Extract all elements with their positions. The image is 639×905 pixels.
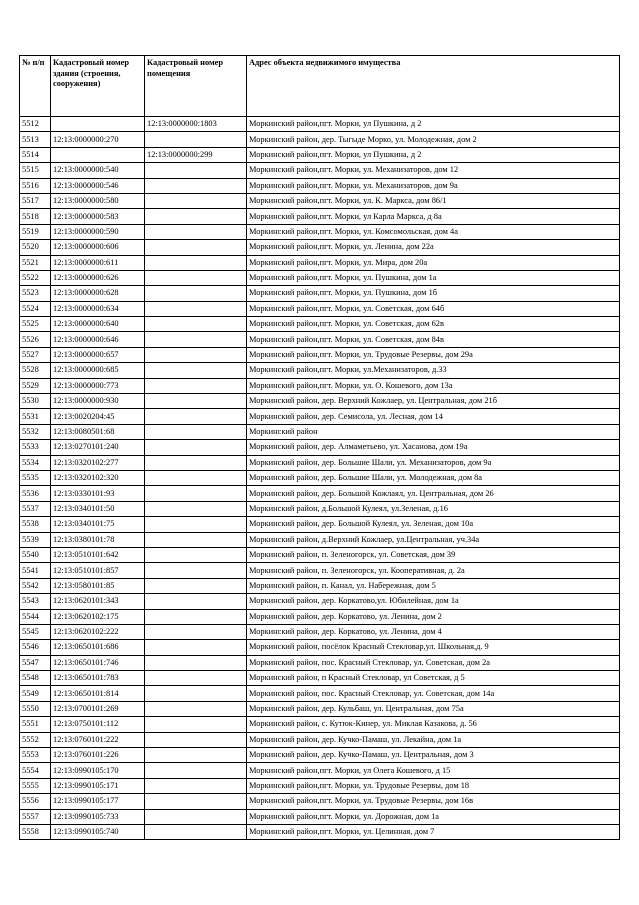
room-cadastral-number — [145, 778, 247, 793]
property-table — [19, 55, 620, 840]
building-cadastral-number — [51, 147, 145, 162]
table-row — [20, 378, 620, 393]
row-number: 5543 — [20, 594, 51, 609]
row-number: 5515 — [20, 163, 51, 178]
address: Моркинский район, дер. Верхний Кожлаер, ул. Центральная, дом 21б — [247, 394, 620, 409]
address: Моркинский район,пгт. Морки, ул. Пушкина, дом 1а — [247, 270, 620, 285]
room-cadastral-number — [145, 624, 247, 639]
room-cadastral-number — [145, 655, 247, 670]
row-number: 5557 — [20, 809, 51, 824]
building-cadastral-number: 12:13:0620102:222 — [51, 624, 145, 639]
room-cadastral-number — [145, 363, 247, 378]
table-row — [20, 240, 620, 255]
address: Моркинский район,пгт. Морки, ул.Механизаторов, д.33 — [247, 363, 620, 378]
room-cadastral-number — [145, 255, 247, 270]
row-number: 5531 — [20, 409, 51, 424]
room-cadastral-number — [145, 440, 247, 455]
header-room-cadastral: Кадастровый номер помещения — [145, 56, 247, 117]
room-cadastral-number — [145, 332, 247, 347]
address: Моркинский район, с. Кутюк-Кинер, ул. Миклая Казакова, д. 56 — [247, 717, 620, 732]
header-row — [20, 56, 620, 117]
building-cadastral-number: 12:13:0650101:783 — [51, 671, 145, 686]
address: Моркинский район, дер. Коркатово, ул. Ленина, дом 2 — [247, 609, 620, 624]
building-cadastral-number: 12:13:0510101:857 — [51, 563, 145, 578]
building-cadastral-number: 12:13:0000000:628 — [51, 286, 145, 301]
table-row — [20, 147, 620, 162]
property-register-sheet — [19, 55, 619, 840]
building-cadastral-number: 12:13:0650101:686 — [51, 640, 145, 655]
room-cadastral-number — [145, 824, 247, 839]
building-cadastral-number — [51, 117, 145, 132]
building-cadastral-number: 12:13:0340101:50 — [51, 501, 145, 516]
row-number: 5540 — [20, 547, 51, 562]
row-number: 5550 — [20, 701, 51, 716]
table-row — [20, 224, 620, 239]
table-row — [20, 563, 620, 578]
room-cadastral-number — [145, 732, 247, 747]
room-cadastral-number — [145, 748, 247, 763]
building-cadastral-number: 12:13:0000000:546 — [51, 178, 145, 193]
address: Моркинский район, п. Зеленогорск, ул. Советская, дом 39 — [247, 547, 620, 562]
building-cadastral-number: 12:13:0990105:177 — [51, 794, 145, 809]
header-address: Адрес объекта недвижимого имущества — [247, 56, 620, 117]
row-number: 5530 — [20, 394, 51, 409]
row-number: 5528 — [20, 363, 51, 378]
table-row — [20, 640, 620, 655]
table-row — [20, 501, 620, 516]
row-number: 5532 — [20, 424, 51, 439]
row-number: 5553 — [20, 748, 51, 763]
building-cadastral-number: 12:13:0650101:814 — [51, 686, 145, 701]
row-number: 5537 — [20, 501, 51, 516]
room-cadastral-number — [145, 517, 247, 532]
table-row — [20, 594, 620, 609]
table-row — [20, 332, 620, 347]
room-cadastral-number — [145, 547, 247, 562]
row-number: 5556 — [20, 794, 51, 809]
address: Моркинский район,пгт. Морки, ул. Механизаторов, дом 12 — [247, 163, 620, 178]
building-cadastral-number: 12:13:0620101:343 — [51, 594, 145, 609]
address: Моркинский район,пгт. Морки, ул Пушкина, д 2 — [247, 117, 620, 132]
table-row — [20, 117, 620, 132]
room-cadastral-number — [145, 224, 247, 239]
row-number: 5521 — [20, 255, 51, 270]
table-row — [20, 778, 620, 793]
table-row — [20, 486, 620, 501]
address: Моркинский район,пгт. Морки, ул. Комсомольская, дом 4а — [247, 224, 620, 239]
address: Моркинский район, дер. Большой Кожлаял, ул. Центральная, дом 26 — [247, 486, 620, 501]
room-cadastral-number — [145, 394, 247, 409]
room-cadastral-number — [145, 317, 247, 332]
address: Моркинский район,пгт. Морки, ул. Трудовые Резервы, дом 16в — [247, 794, 620, 809]
room-cadastral-number — [145, 686, 247, 701]
address: Моркинский район, дер. Большой Кулеял, ул. Зеленая, дом 10а — [247, 517, 620, 532]
room-cadastral-number — [145, 501, 247, 516]
room-cadastral-number — [145, 578, 247, 593]
room-cadastral-number — [145, 763, 247, 778]
table-row — [20, 347, 620, 362]
building-cadastral-number: 12:13:0990105:740 — [51, 824, 145, 839]
building-cadastral-number: 12:13:0080501:68 — [51, 424, 145, 439]
address: Моркинский район, дер. Большие Шали, ул. Механизаторов, дом 9а — [247, 455, 620, 470]
room-cadastral-number — [145, 378, 247, 393]
address: Моркинский район, дер. Кучко-Памаш, ул. Лекайна, дом 1а — [247, 732, 620, 747]
room-cadastral-number — [145, 347, 247, 362]
row-number: 5525 — [20, 317, 51, 332]
address: Моркинский район, д.Верхний Кожлаер, ул.Центральная, уч.34а — [247, 532, 620, 547]
address: Моркинский район,пгт. Морки, ул. Целинная, дом 7 — [247, 824, 620, 839]
address: Моркинский район,пгт. Морки, ул Карла Маркса, д 8а — [247, 209, 620, 224]
room-cadastral-number: 12:13:0000000:1803 — [145, 117, 247, 132]
table-row — [20, 748, 620, 763]
row-number: 5527 — [20, 347, 51, 362]
table-row — [20, 270, 620, 285]
address: Моркинский район, дер. Коркатово,ул. Юбилейная, дом 1а — [247, 594, 620, 609]
table-row — [20, 163, 620, 178]
building-cadastral-number: 12:13:0020204:45 — [51, 409, 145, 424]
header-building-cadastral: Кадастровый номер здания (строения, сооружения) — [51, 56, 145, 117]
address: Моркинский район,пгт. Морки, ул Пушкина, д 2 — [247, 147, 620, 162]
address: Моркинский район, дер. Кульбаш, ул. Центральная, дом 75а — [247, 701, 620, 716]
building-cadastral-number: 12:13:0000000:606 — [51, 240, 145, 255]
table-row — [20, 178, 620, 193]
address: Моркинский район, дер. Семисола, ул. Лесная, дом 14 — [247, 409, 620, 424]
address: Моркинский район,пгт. Морки, ул. Пушкина, дом 1б — [247, 286, 620, 301]
row-number: 5549 — [20, 686, 51, 701]
building-cadastral-number: 12:13:0000000:685 — [51, 363, 145, 378]
table-row — [20, 301, 620, 316]
table-row — [20, 655, 620, 670]
building-cadastral-number: 12:13:0760101:226 — [51, 748, 145, 763]
room-cadastral-number — [145, 301, 247, 316]
row-number: 5552 — [20, 732, 51, 747]
address: Моркинский район, дер. Тыгыде Морко, ул. Молодежная, дом 2 — [247, 132, 620, 147]
building-cadastral-number: 12:13:0760101:222 — [51, 732, 145, 747]
room-cadastral-number — [145, 794, 247, 809]
address: Моркинский район, посёлок Красный Стекловар,ул. Школьная,д. 9 — [247, 640, 620, 655]
table-row — [20, 440, 620, 455]
address: Моркинский район, дер. Кучко-Памаш, ул. Центральная, дом 3 — [247, 748, 620, 763]
room-cadastral-number — [145, 609, 247, 624]
table-row — [20, 624, 620, 639]
row-number: 5535 — [20, 470, 51, 485]
room-cadastral-number — [145, 409, 247, 424]
building-cadastral-number: 12:13:0990105:170 — [51, 763, 145, 778]
table-row — [20, 794, 620, 809]
row-number: 5541 — [20, 563, 51, 578]
building-cadastral-number: 12:13:0000000:540 — [51, 163, 145, 178]
address: Моркинский район,пгт. Морки, ул. Трудовые Резервы, дом 18 — [247, 778, 620, 793]
building-cadastral-number: 12:13:0320102:320 — [51, 470, 145, 485]
table-row — [20, 671, 620, 686]
row-number: 5534 — [20, 455, 51, 470]
address: Моркинский район, дер. Коркатово, ул. Ленина, дом 4 — [247, 624, 620, 639]
table-row — [20, 686, 620, 701]
row-number: 5526 — [20, 332, 51, 347]
room-cadastral-number — [145, 163, 247, 178]
room-cadastral-number — [145, 270, 247, 285]
address: Моркинский район, пос. Красный Стекловар, ул. Советская, дом 14а — [247, 686, 620, 701]
building-cadastral-number: 12:13:0000000:580 — [51, 193, 145, 208]
address: Моркинский район,пгт. Морки, ул. Советская, дом 64б — [247, 301, 620, 316]
room-cadastral-number — [145, 286, 247, 301]
table-row — [20, 286, 620, 301]
row-number: 5539 — [20, 532, 51, 547]
row-number: 5548 — [20, 671, 51, 686]
address: Моркинский район,пгт. Морки, ул. Советская, дом 84в — [247, 332, 620, 347]
table-row — [20, 701, 620, 716]
address: Моркинский район, дер. Большие Шали, ул. Молодежная, дом 8а — [247, 470, 620, 485]
row-number: 5523 — [20, 286, 51, 301]
row-number: 5536 — [20, 486, 51, 501]
address: Моркинский район,пгт. Морки, ул Олега Кошевого, д 15 — [247, 763, 620, 778]
row-number: 5524 — [20, 301, 51, 316]
address: Моркинский район, п. Канал, ул. Набережная, дом 5 — [247, 578, 620, 593]
room-cadastral-number — [145, 455, 247, 470]
room-cadastral-number — [145, 809, 247, 824]
address: Моркинский район,пгт. Морки, ул. Механизаторов, дом 9а — [247, 178, 620, 193]
table-row — [20, 578, 620, 593]
building-cadastral-number: 12:13:0000000:646 — [51, 332, 145, 347]
row-number: 5551 — [20, 717, 51, 732]
row-number: 5522 — [20, 270, 51, 285]
row-number: 5513 — [20, 132, 51, 147]
room-cadastral-number — [145, 132, 247, 147]
address: Моркинский район,пгт. Морки, ул. Ленина, дом 22а — [247, 240, 620, 255]
table-row — [20, 363, 620, 378]
row-number: 5519 — [20, 224, 51, 239]
room-cadastral-number — [145, 594, 247, 609]
room-cadastral-number — [145, 486, 247, 501]
table-row — [20, 809, 620, 824]
address: Моркинский район, п. Зеленогорск, ул. Кооперативная, д. 2а — [247, 563, 620, 578]
building-cadastral-number: 12:13:0380101:78 — [51, 532, 145, 547]
row-number: 5558 — [20, 824, 51, 839]
row-number: 5518 — [20, 209, 51, 224]
building-cadastral-number: 12:13:0750101:112 — [51, 717, 145, 732]
building-cadastral-number: 12:13:0330101:93 — [51, 486, 145, 501]
row-number: 5514 — [20, 147, 51, 162]
address: Моркинский район,пгт. Морки, ул. К. Маркса, дом 86/1 — [247, 193, 620, 208]
room-cadastral-number — [145, 424, 247, 439]
building-cadastral-number: 12:13:0000000:657 — [51, 347, 145, 362]
building-cadastral-number: 12:13:0510101:642 — [51, 547, 145, 562]
row-number: 5554 — [20, 763, 51, 778]
table-row — [20, 547, 620, 562]
address: Моркинский район,пгт. Морки, ул. Дорожная, дом 1а — [247, 809, 620, 824]
address: Моркинский район,пгт. Морки, ул. Советская, дом 62в — [247, 317, 620, 332]
room-cadastral-number: 12:13:0000000:299 — [145, 147, 247, 162]
building-cadastral-number: 12:13:0650101:746 — [51, 655, 145, 670]
building-cadastral-number: 12:13:0000000:773 — [51, 378, 145, 393]
table-row — [20, 455, 620, 470]
table-row — [20, 209, 620, 224]
row-number: 5547 — [20, 655, 51, 670]
room-cadastral-number — [145, 193, 247, 208]
building-cadastral-number: 12:13:0990105:733 — [51, 809, 145, 824]
room-cadastral-number — [145, 240, 247, 255]
row-number: 5545 — [20, 624, 51, 639]
address: Моркинский район, п Красный Стекловар, ул Советская, д 5 — [247, 671, 620, 686]
building-cadastral-number: 12:13:0270101:240 — [51, 440, 145, 455]
address: Моркинский район, дер. Алмаметьево, ул. Хасанова, дом 19а — [247, 440, 620, 455]
table-row — [20, 424, 620, 439]
address: Моркинский район — [247, 424, 620, 439]
table-row — [20, 532, 620, 547]
building-cadastral-number: 12:13:0990105:171 — [51, 778, 145, 793]
building-cadastral-number: 12:13:0000000:640 — [51, 317, 145, 332]
table-row — [20, 193, 620, 208]
table-body — [20, 117, 620, 840]
table-row — [20, 132, 620, 147]
row-number: 5546 — [20, 640, 51, 655]
room-cadastral-number — [145, 178, 247, 193]
row-number: 5516 — [20, 178, 51, 193]
building-cadastral-number: 12:13:0340101:75 — [51, 517, 145, 532]
row-number: 5544 — [20, 609, 51, 624]
room-cadastral-number — [145, 717, 247, 732]
row-number: 5533 — [20, 440, 51, 455]
row-number: 5542 — [20, 578, 51, 593]
table-row — [20, 409, 620, 424]
row-number: 5529 — [20, 378, 51, 393]
building-cadastral-number: 12:13:0620102:175 — [51, 609, 145, 624]
header-number: № п/п — [20, 56, 51, 117]
table-row — [20, 255, 620, 270]
table-row — [20, 824, 620, 839]
building-cadastral-number: 12:13:0000000:634 — [51, 301, 145, 316]
building-cadastral-number: 12:13:0000000:270 — [51, 132, 145, 147]
building-cadastral-number: 12:13:0320102:277 — [51, 455, 145, 470]
room-cadastral-number — [145, 563, 247, 578]
building-cadastral-number: 12:13:0580101:85 — [51, 578, 145, 593]
row-number: 5538 — [20, 517, 51, 532]
address: Моркинский район, пос. Красный Стекловар, ул. Советская, дом 2а — [247, 655, 620, 670]
table-row — [20, 609, 620, 624]
building-cadastral-number: 12:13:0000000:590 — [51, 224, 145, 239]
building-cadastral-number: 12:13:0000000:930 — [51, 394, 145, 409]
row-number: 5517 — [20, 193, 51, 208]
room-cadastral-number — [145, 671, 247, 686]
building-cadastral-number: 12:13:0000000:611 — [51, 255, 145, 270]
building-cadastral-number: 12:13:0700101:269 — [51, 701, 145, 716]
table-row — [20, 317, 620, 332]
row-number: 5512 — [20, 117, 51, 132]
table-row — [20, 517, 620, 532]
room-cadastral-number — [145, 532, 247, 547]
table-row — [20, 717, 620, 732]
address: Моркинский район, д.Большой Кулеял, ул.Зеленая, д.16 — [247, 501, 620, 516]
address: Моркинский район,пгт. Морки, ул. Трудовые Резервы, дом 29а — [247, 347, 620, 362]
table-row — [20, 763, 620, 778]
table-row — [20, 732, 620, 747]
row-number: 5520 — [20, 240, 51, 255]
building-cadastral-number: 12:13:0000000:583 — [51, 209, 145, 224]
room-cadastral-number — [145, 701, 247, 716]
room-cadastral-number — [145, 640, 247, 655]
table-row — [20, 394, 620, 409]
address: Моркинский район,пгт. Морки, ул. Мира, дом 20а — [247, 255, 620, 270]
room-cadastral-number — [145, 470, 247, 485]
room-cadastral-number — [145, 209, 247, 224]
table-header — [20, 56, 620, 117]
address: Моркинский район,пгт. Морки, ул. О. Кошевого, дом 13а — [247, 378, 620, 393]
building-cadastral-number: 12:13:0000000:626 — [51, 270, 145, 285]
row-number: 5555 — [20, 778, 51, 793]
table-row — [20, 470, 620, 485]
